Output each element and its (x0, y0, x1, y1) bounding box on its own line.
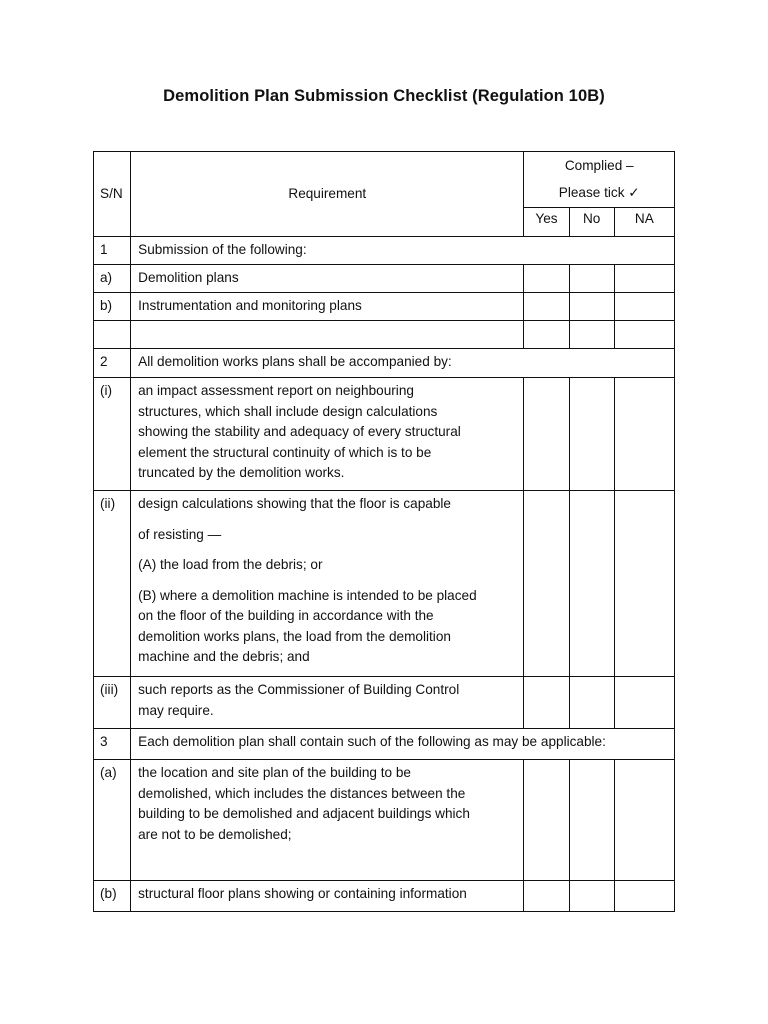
tick-cell-yes[interactable] (524, 677, 569, 729)
requirement-line: truncated by the demolition works. (138, 465, 345, 480)
row-sn: (ii) (94, 491, 131, 677)
tick-cell-na[interactable] (614, 881, 674, 912)
requirement-line: showing the stability and adequacy of every structural (138, 424, 461, 439)
tick-cell-na[interactable] (614, 293, 674, 321)
requirement-line: demolition works plans, the load from the demolition (138, 628, 451, 644)
table-row (94, 760, 675, 881)
tick-cell-no[interactable] (569, 881, 614, 912)
table-row (94, 237, 675, 265)
requirement-line: may require. (138, 702, 214, 718)
row-sn: a) (94, 265, 131, 293)
tick-cell-na[interactable] (614, 677, 674, 729)
tick-cell-no[interactable] (569, 265, 614, 293)
row-sn: 3 (94, 729, 131, 760)
row-requirement (131, 491, 524, 677)
row-requirement (131, 321, 524, 349)
requirement-line: (A) the load from the debris; or (138, 557, 323, 572)
tick-cell-no[interactable] (569, 760, 614, 881)
requirement-line: design calculations showing that the floor is capable (138, 496, 451, 511)
row-requirement: Instrumentation and monitoring plans (131, 293, 524, 321)
table-row-empty (94, 321, 675, 349)
header-complied (524, 152, 675, 208)
row-requirement (131, 760, 524, 881)
table-row (94, 349, 675, 378)
requirement-line: the location and site plan of the building to be (138, 765, 411, 780)
row-sn (94, 321, 131, 349)
requirement-line: machine and the debris; and (138, 649, 310, 664)
requirement-line: element the structural continuity of which is to be (138, 444, 432, 460)
row-requirement: All demolition works plans shall be accompanied by: (131, 349, 675, 378)
requirement-line: building to be demolished and adjacent buildings which (138, 806, 470, 821)
tick-cell-na[interactable] (614, 491, 674, 677)
row-sn: (iii) (94, 677, 131, 729)
tick-cell-no[interactable] (569, 293, 614, 321)
table-row (94, 491, 675, 677)
tick-cell-yes[interactable] (524, 378, 569, 491)
tick-cell-yes[interactable] (524, 881, 569, 912)
table-row (94, 881, 675, 912)
row-requirement: Each demolition plan shall contain such of the following as may be applicable: (131, 729, 675, 760)
table-row (94, 265, 675, 293)
requirement-line: structures, which shall include design calculations (138, 403, 438, 419)
header-complied-line2: Please tick ✓ (558, 185, 640, 200)
checklist-table (93, 151, 675, 912)
row-sn: b) (94, 293, 131, 321)
requirement-line: (B) where a demolition machine is intended to be placed (138, 587, 477, 603)
tick-cell-yes[interactable] (524, 293, 569, 321)
tick-cell-no[interactable] (569, 491, 614, 677)
requirement-line: on the floor of the building in accordance with the (138, 608, 434, 623)
tick-cell-no[interactable] (569, 321, 614, 349)
requirement-line: are not to be demolished; (138, 826, 292, 842)
row-requirement: Submission of the following: (131, 237, 675, 265)
table-row (94, 729, 675, 760)
tick-cell-na[interactable] (614, 265, 674, 293)
row-requirement: structural floor plans showing or containing information (131, 881, 524, 912)
row-sn: (i) (94, 378, 131, 491)
requirement-line: such reports as the Commissioner of Building Control (138, 682, 460, 697)
header-complied-line1: Complied – (564, 158, 634, 173)
header-no: No (569, 208, 614, 237)
requirement-line: demolished, which includes the distances between the (138, 785, 466, 801)
row-requirement: Demolition plans (131, 265, 524, 293)
tick-cell-yes[interactable] (524, 265, 569, 293)
tick-cell-na[interactable] (614, 321, 674, 349)
header-sn: S/N (94, 152, 131, 237)
tick-cell-na[interactable] (614, 378, 674, 491)
requirement-line: an impact assessment report on neighbouring (138, 383, 414, 398)
tick-cell-yes[interactable] (524, 491, 569, 677)
requirement-line: of resisting — (138, 526, 222, 542)
tick-cell-na[interactable] (614, 760, 674, 881)
tick-cell-no[interactable] (569, 677, 614, 729)
row-sn: 2 (94, 349, 131, 378)
row-sn: (b) (94, 881, 131, 912)
row-requirement (131, 677, 524, 729)
tick-cell-yes[interactable] (524, 760, 569, 881)
row-sn: (a) (94, 760, 131, 881)
header-yes: Yes (524, 208, 569, 237)
header-requirement: Requirement (131, 152, 524, 237)
tick-cell-no[interactable] (569, 378, 614, 491)
tick-cell-yes[interactable] (524, 321, 569, 349)
header-na: NA (614, 208, 674, 237)
table-row (94, 293, 675, 321)
document-title: Demolition Plan Submission Checklist (Regulation 10B) (163, 87, 605, 105)
table-row (94, 378, 675, 491)
row-sn: 1 (94, 237, 131, 265)
table-row (94, 677, 675, 729)
row-requirement (131, 378, 524, 491)
